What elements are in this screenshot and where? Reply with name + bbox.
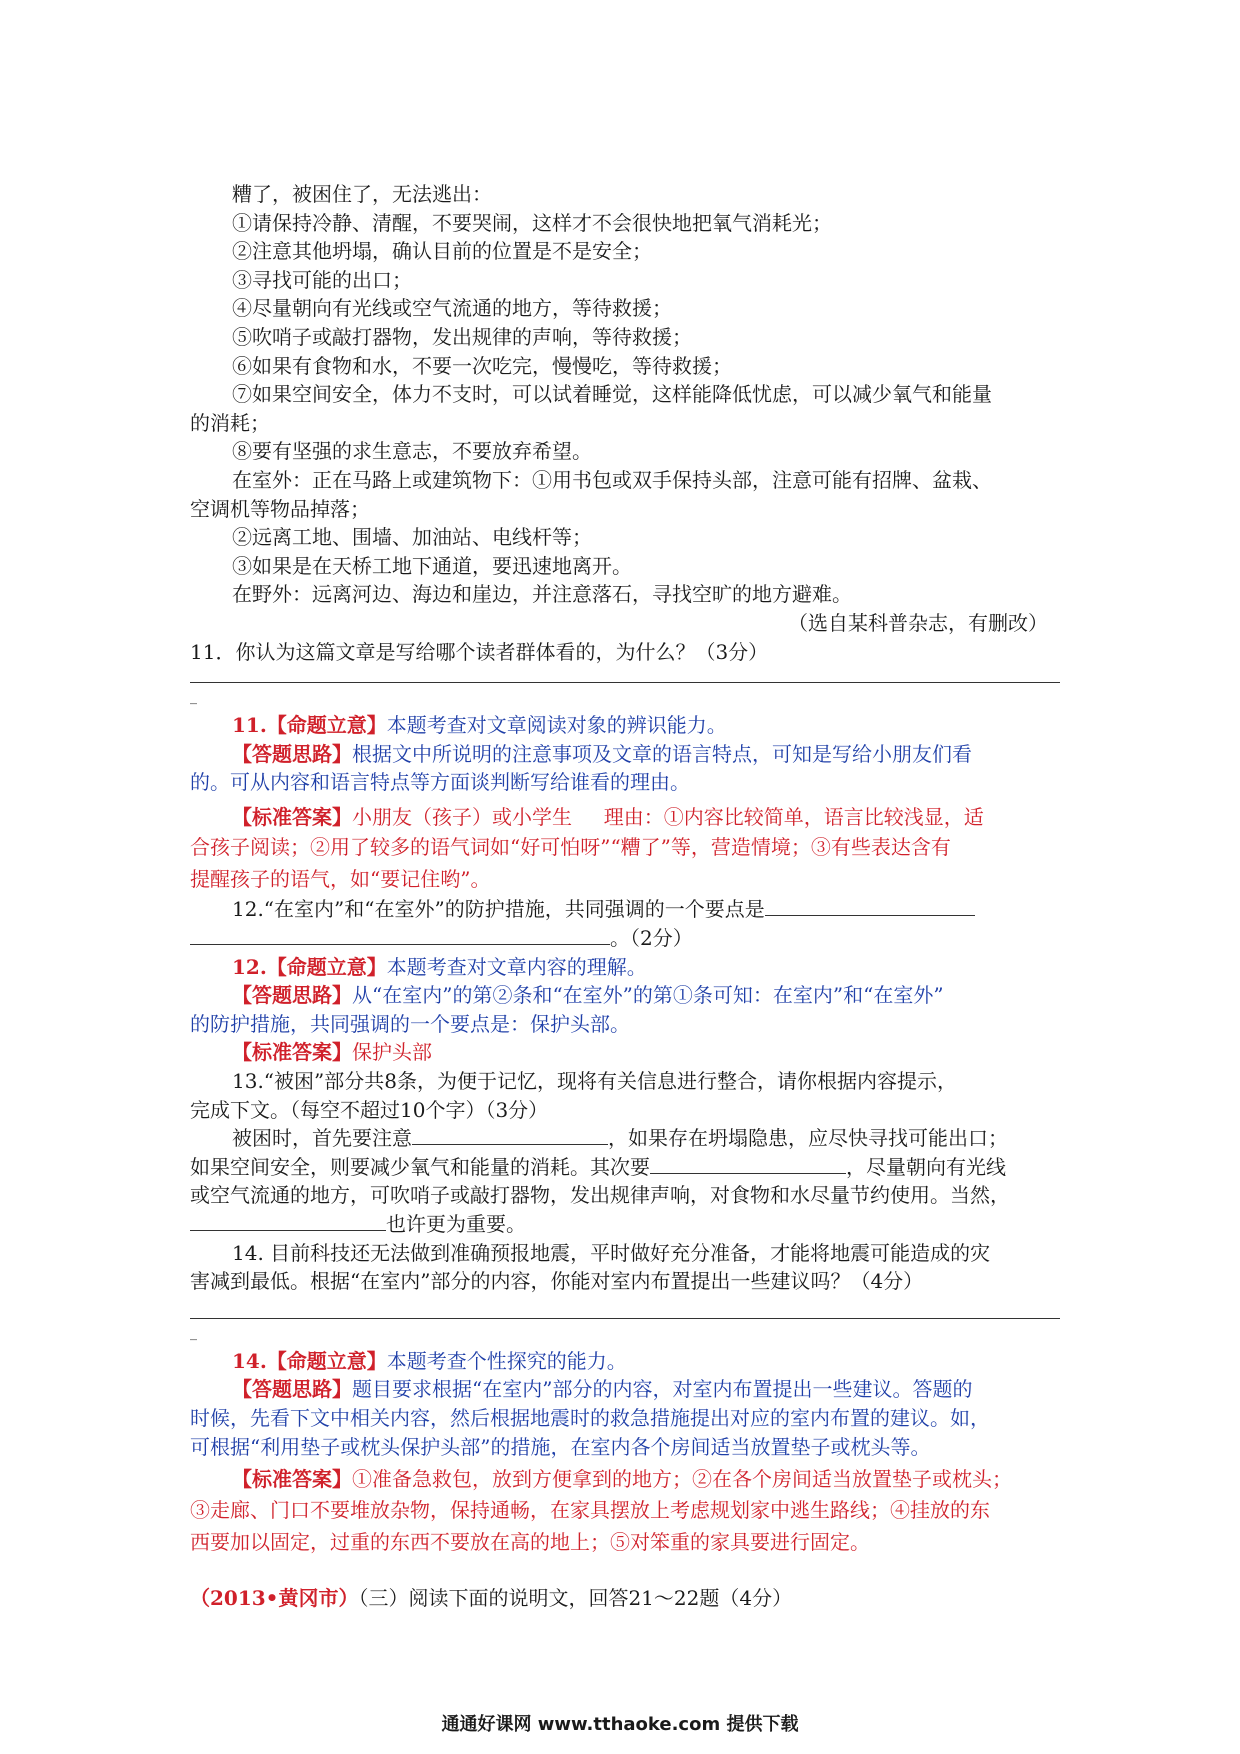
q14-idea <box>190 1375 1060 1404</box>
q11-answer-continued: 合孩子阅读；②用了较多的语气词如“好可怕呀”“糟了”等，营造情境；③有些表达含有 <box>190 835 951 860</box>
section-heading <box>190 1584 1060 1613</box>
trapped-intro: 糟了，被困住了，无法逃出： <box>232 182 492 206</box>
q11-intent <box>190 711 1060 740</box>
question-12-end-text: 。（2分） <box>610 926 693 951</box>
section-text: （三）阅读下面的说明文，回答21～22题（4分） <box>358 1585 793 1610</box>
question-13-continued: 完成下文。（每空不超过10个字）（3分） <box>190 1097 549 1122</box>
q14-answer-continued: ③走廊、门口不要堆放杂物，保持通畅，在家具摆放上考虑规划家中逃生路线；④挂放的东 <box>190 1497 990 1522</box>
fill-text: 如果空间安全，则要减少氧气和能量的消耗。其次要 <box>190 1154 650 1179</box>
q13-fill-paragraph <box>190 1210 1060 1239</box>
question-14: 14. 目前科技还无法做到准确预报地震，平时做好充分准备，才能将地震可能造成的灾 <box>232 1240 991 1265</box>
q12-idea <box>190 981 1060 1010</box>
answer-tag: 【标准答案】 <box>232 1040 352 1065</box>
blank-field[interactable] <box>650 1153 846 1174</box>
list-item: ④尽量朝向有光线或空气流通的地方，等待救援； <box>232 296 672 321</box>
q13-fill-paragraph: 或空气流通的地方，可吹哨子或敲打器物，发出规律声响，对食物和水尽量节约使用。当然， <box>190 1183 1010 1208</box>
answer-line <box>190 1318 1060 1319</box>
idea-tag: 【答题思路】 <box>232 741 352 766</box>
blank-field[interactable] <box>765 895 975 916</box>
dash-mark: _ <box>190 689 197 706</box>
idea-text: 题目要求根据“在室内”部分的内容，对室内布置提出一些建议。答题的 <box>352 1377 973 1402</box>
list-item: ①请保持冷静、清醒，不要哭闹，这样才不会很快地把氧气消耗光； <box>232 210 832 235</box>
fill-text: ，尽量朝向有光线 <box>846 1154 1006 1179</box>
list-item: ③寻找可能的出口； <box>232 267 412 292</box>
answer-text: ①准备急救包，放到方便拿到的地方；②在各个房间适当放置垫子或枕头； <box>352 1467 1012 1492</box>
q14-idea-continued: 可根据“利用垫子或枕头保护头部”的措施，在室内各个房间适当放置垫子或枕头等。 <box>190 1434 931 1459</box>
question-12-end <box>190 924 1060 953</box>
page-footer: 通通好课网 www.tthaoke.com 提供下载 <box>441 1714 799 1735</box>
answer-line <box>190 682 1060 683</box>
q12-answer <box>190 1038 1060 1067</box>
section-tag: （2013•黄冈市） <box>190 1585 359 1610</box>
fill-text: 也许更为重要。 <box>386 1212 526 1236</box>
question-11: 11．你认为这篇文章是写给哪个读者群体看的，为什么？（3分） <box>190 639 769 664</box>
list-item: ⑦如果空间安全，体力不支时，可以试着睡觉，这样能降低忧虑，可以减少氧气和能量 <box>232 382 992 407</box>
intent-text: 本题考查对文章阅读对象的辨识能力。 <box>386 713 727 738</box>
wild-paragraph: 在野外：远离河边、海边和崖边，并注意落石，寻找空旷的地方避难。 <box>232 582 852 607</box>
blank-field[interactable] <box>190 1210 386 1231</box>
idea-tag: 【答题思路】 <box>232 983 352 1008</box>
list-item-continued: 的消耗； <box>190 410 270 435</box>
dash-mark: _ <box>190 1324 197 1341</box>
question-14-continued: 害减到最低。根据“在室内”部分的内容，你能对室内布置提出一些建议吗？（4分） <box>190 1269 924 1294</box>
q13-fill-paragraph <box>190 1153 1060 1182</box>
intent-tag: 11.【命题立意】 <box>232 713 387 738</box>
question-13: 13.“被困”部分共8条，为便于记忆，现将有关信息进行整合，请你根据内容提示， <box>232 1069 957 1094</box>
outdoor-paragraph: 在室外：正在马路上或建筑物下：①用书包或双手保持头部，注意可能有招牌、盆栽、 <box>232 467 992 492</box>
list-item: ②注意其他坍塌，确认目前的位置是不是安全； <box>232 239 652 264</box>
q12-idea-continued: 的防护措施，共同强调的一个要点是：保护头部。 <box>190 1011 630 1036</box>
q14-answer <box>190 1465 1060 1494</box>
answer-text: 小朋友（孩子）或小学生 理由：①内容比较简单，语言比较浅显，适 <box>352 804 984 829</box>
fill-text: 被困时，首先要注意 <box>232 1126 412 1151</box>
q11-answer-continued: 提醒孩子的语气，如“要记住哟”。 <box>190 867 491 892</box>
q11-idea <box>190 740 1060 769</box>
list-item: ⑤吹哨子或敲打器物，发出规律的声响，等待救援； <box>232 324 692 349</box>
outdoor-item: ③如果是在天桥工地下通道，要迅速地离开。 <box>232 553 632 578</box>
question-12 <box>190 895 1060 924</box>
idea-tag: 【答题思路】 <box>232 1377 352 1402</box>
outdoor-paragraph-continued: 空调机等物品掉落； <box>190 496 370 521</box>
intent-tag: 14.【命题立意】 <box>232 1348 387 1373</box>
blank-field[interactable] <box>412 1124 608 1145</box>
q14-idea-continued: 时候，先看下文中相关内容，然后根据地震时的救急措施提出对应的室内布置的建议。如， <box>190 1405 990 1430</box>
q12-intent <box>190 953 1060 982</box>
intent-text: 本题考查对文章内容的理解。 <box>386 954 647 979</box>
q14-answer-continued: 西要加以固定，过重的东西不要放在高的地上；⑤对笨重的家具要进行固定。 <box>190 1529 870 1554</box>
source-note: （选自某科普杂志，有删改） <box>788 610 1048 635</box>
intent-tag: 12.【命题立意】 <box>232 954 387 979</box>
q11-answer <box>190 803 1060 832</box>
answer-tag: 【标准答案】 <box>232 804 352 829</box>
document-body <box>190 180 1060 1612</box>
question-12-text: 12.“在室内”和“在室外”的防护措施，共同强调的一个要点是 <box>232 897 765 922</box>
idea-text: 从“在室内”的第②条和“在室外”的第①条可知：在室内”和“在室外” <box>352 983 944 1008</box>
list-item: ⑧要有坚强的求生意志，不要放弃希望。 <box>232 439 592 464</box>
blank-field[interactable] <box>190 924 610 945</box>
list-item: ⑥如果有食物和水，不要一次吃完，慢慢吃，等待救援； <box>232 353 732 378</box>
idea-text: 根据文中所说明的注意事项及文章的语言特点，可知是写给小朋友们看 <box>352 741 972 766</box>
outdoor-item: ②远离工地、围墙、加油站、电线杆等； <box>232 525 592 550</box>
answer-tag: 【标准答案】 <box>232 1467 352 1492</box>
q13-fill-paragraph <box>190 1124 1060 1153</box>
answer-text: 保护头部 <box>352 1040 432 1065</box>
fill-text: ，如果存在坍塌隐患，应尽快寻找可能出口； <box>608 1126 1008 1151</box>
q11-idea-continued: 的。可从内容和语言特点等方面谈判断写给谁看的理由。 <box>190 770 690 795</box>
intent-text: 本题考查个性探究的能力。 <box>386 1348 627 1373</box>
q14-intent <box>190 1347 1060 1376</box>
